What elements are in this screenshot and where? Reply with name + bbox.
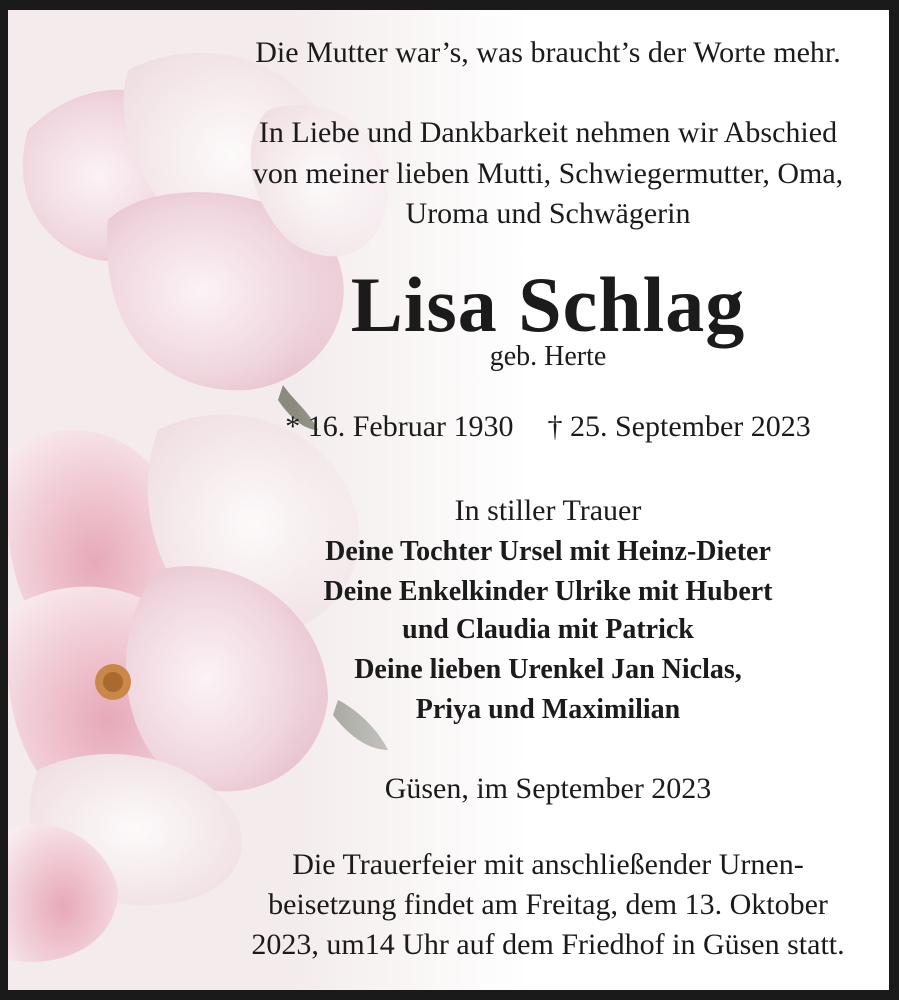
family-line: Deine Tochter Ursel mit Heinz-Dieter (325, 536, 771, 567)
family-line: Priya und Maximilian (415, 694, 681, 725)
motto-line: Die Mutter war’s, was braucht’s der Worte mehr. (255, 36, 841, 69)
mourning-label: In stiller Trauer (454, 494, 642, 527)
funeral-info-line: Die Trauerfeier mit anschließender Urnen- (292, 848, 804, 881)
family-line: und Claudia mit Patrick (402, 614, 694, 645)
family-line: Deine Enkelkinder Ulrike mit Hubert (323, 576, 773, 607)
birth-date: * 16. Februar 1930 (285, 410, 514, 443)
family-line: Deine lieben Urenkel Jan Niclas, (354, 654, 742, 685)
obituary-notice (8, 10, 889, 990)
life-dates (208, 408, 888, 446)
maiden-name: geb. Herte (489, 341, 607, 372)
deceased-name: Lisa Schlag (350, 261, 746, 348)
intro-line: von meiner lieben Mutti, Schwiegermutter, Oma, (252, 157, 844, 190)
place-date: Güsen, im September 2023 (384, 772, 712, 805)
funeral-info-line: beisetzung findet am Freitag, dem 13. Oktober (268, 888, 828, 921)
notice-text (208, 10, 888, 990)
intro-line: Uroma und Schwägerin (405, 197, 691, 230)
funeral-info-line: 2023, um14 Uhr auf dem Friedhof in Güsen statt. (251, 928, 845, 961)
death-date: † 25. September 2023 (547, 410, 811, 443)
intro-line: In Liebe und Dankbarkeit nehmen wir Abschied (258, 116, 838, 149)
